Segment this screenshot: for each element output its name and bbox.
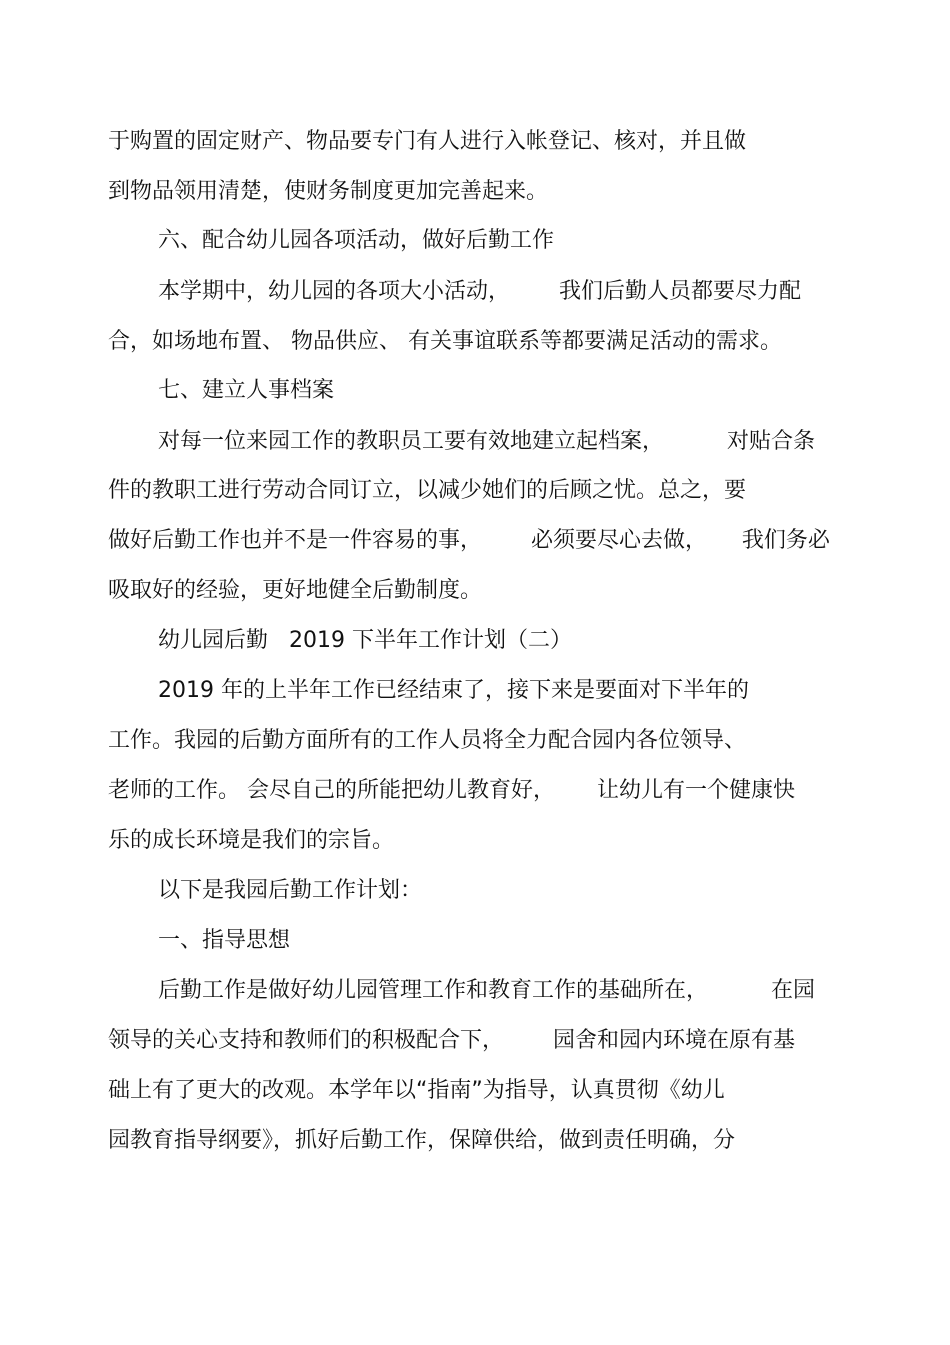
text-line-15: 乐的成长环境是我们的宗旨。 [108, 828, 395, 853]
text-line-10: 吸取好的经验，更好地健全后勤制度。 [108, 578, 483, 603]
text-line-9: 做好后勤工作也并不是一件容易的事， 必须要尽心去做， 我们务必 [108, 528, 830, 553]
text-line-19: 领导的关心支持和教师们的积极配合下， 园舍和园内环境在原有基 [108, 1028, 795, 1053]
text-line-16: 以下是我园后勤工作计划： [158, 878, 423, 903]
text-line-5: 合，如场地布置、 物品供应、 有关事谊联系等都要满足活动的需求。 [108, 329, 782, 354]
section-heading-6: 六、配合幼儿园各项活动，做好后勤工作 [158, 228, 555, 253]
document-subtitle: 幼儿园后勤 2019 下半年工作计划（二） [158, 628, 572, 653]
text-line-18: 后勤工作是做好幼儿园管理工作和教育工作的基础所在， 在园 [158, 978, 815, 1003]
text-line-20: 础上有了更大的改观。本学年以“指南”为指导，认真贯彻《幼儿 [108, 1078, 725, 1103]
text-line-8: 件的教职工进行劳动合同订立，以减少她们的后顾之忧。总之，要 [108, 478, 747, 503]
text-line-4: 本学期中，幼儿园的各项大小活动， 我们后勤人员都要尽力配 [158, 279, 801, 304]
section-heading-1: 一、指导思想 [158, 928, 291, 953]
text-line-1: 于购置的固定财产、物品要专门有人进行入帐登记、核对，并且做 [108, 129, 747, 154]
text-line-14: 老师的工作。 会尽自己的所能把幼儿教育好， 让幼儿有一个健康快 [108, 778, 795, 803]
text-line-12: 2019 年的上半年工作已经结束了，接下来是要面对下半年的 [158, 678, 749, 703]
text-line-7: 对每一位来园工作的教职员工要有效地建立起档案， 对贴合条 [158, 429, 815, 454]
section-heading-7: 七、建立人事档案 [158, 378, 335, 403]
text-line-21: 园教育指导纲要》，抓好后勤工作，保障供给，做到责任明确，分 [108, 1128, 736, 1153]
text-line-13: 工作。我园的后勤方面所有的工作人员将全力配合园内各位领导、 [108, 728, 747, 753]
text-line-2: 到物品领用清楚，使财务制度更加完善起来。 [108, 179, 549, 204]
